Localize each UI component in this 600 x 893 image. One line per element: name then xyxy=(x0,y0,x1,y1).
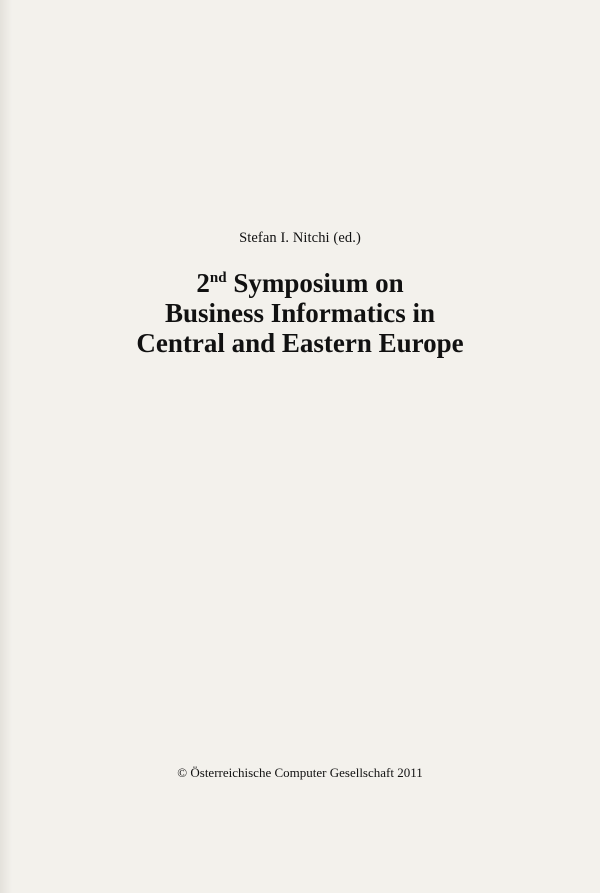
title-line-3: Central and Eastern Europe xyxy=(136,328,464,358)
book-title xyxy=(0,268,600,358)
title-ordinal-number: 2 xyxy=(196,268,210,298)
editor-line: Stefan I. Nitchi (ed.) xyxy=(239,230,361,246)
title-line-2: Business Informatics in xyxy=(164,298,436,328)
copyright-notice: © Österreichische Computer Gesellschaft 2011 xyxy=(177,765,423,780)
title-line-1 xyxy=(0,268,600,298)
title-ordinal-suffix: nd xyxy=(209,270,227,286)
page-edge-shadow xyxy=(0,0,12,893)
title-line-1-rest: Symposium on xyxy=(226,268,404,298)
